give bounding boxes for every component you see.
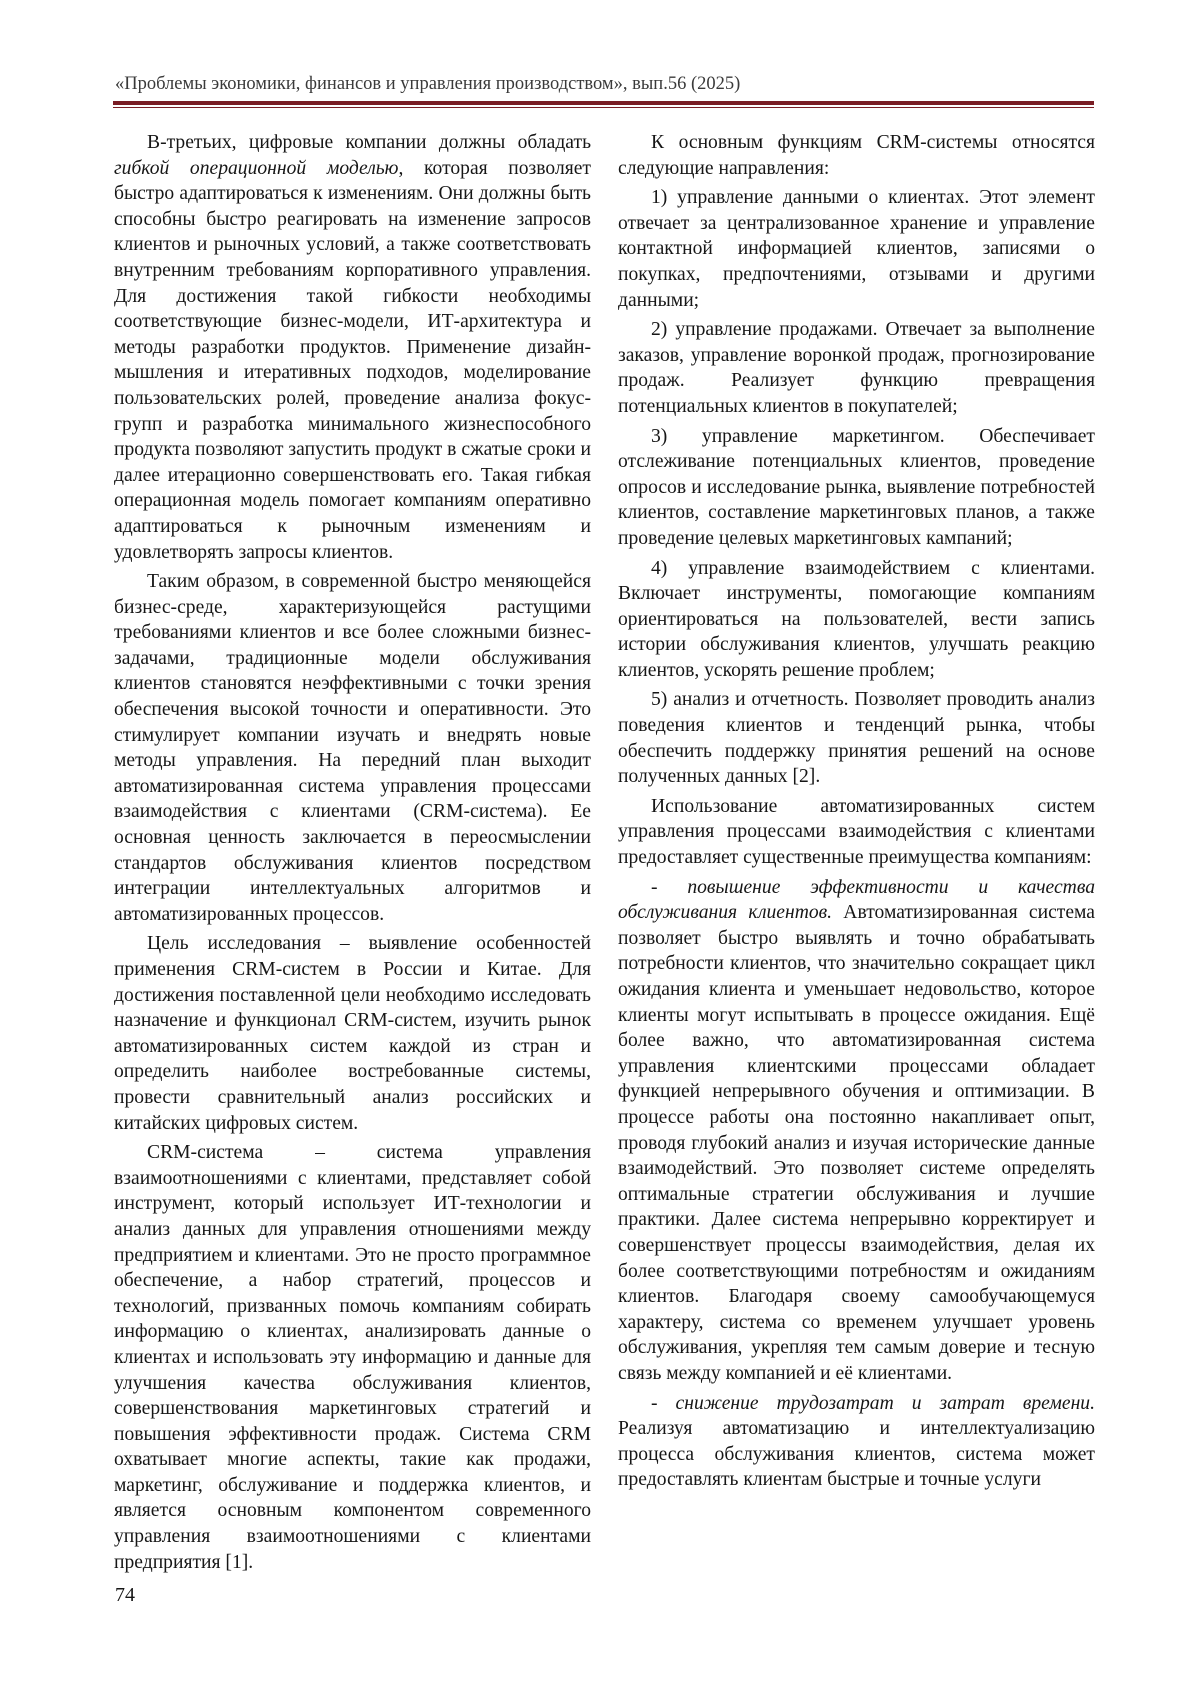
paragraph-research-goal: Цель исследования – выявление особенностей применения CRM-систем в России и Китае. Для достижения поставленной цели необходимо исследовать назначение и функционал CRM-систем, изучить рынок автоматизированных систем каждой из стран и определить наиболее востребованные системы, провести сравнительный анализ российских и китайских цифровых систем. bbox=[114, 933, 591, 1134]
header-rule-thick bbox=[113, 101, 1094, 105]
paragraph-text: Реализуя автоматизацию и интеллектуализацию процесса обслуживания клиентов, система может предоставлять клиентам быстрые и точные услуги bbox=[618, 1418, 1095, 1491]
list-item-client-data: 1) управление данными о клиентах. Этот элемент отвечает за централизованное хранение и управление контактной информацией клиентов, записями о покупках, предпочтениями, отзывами и другими данными; bbox=[618, 187, 1095, 311]
list-item-sales: 2) управление продажами. Отвечает за выполнение заказов, управление воронкой продаж, прогнозирование продаж. Реализует функцию превращения потенциальных клиентов в покупателей; bbox=[618, 319, 1095, 417]
emphasis-text: повышение эффективности и качества обслуживания клиентов. bbox=[618, 876, 1095, 924]
emphasis-text: снижение трудозатрат и затрат времени. bbox=[675, 1392, 1095, 1414]
dash-prefix: - bbox=[651, 876, 688, 898]
paragraph-text: , которая позволяет быстро адаптироваться к изменениям. Они должны быть способны быстро реагировать на изменение запросов клиентов и рыночных условий, а также соответствовать внутренним требованиям корпоративного управления. Для достижения такой гибкости необходимы соответствующие бизнес-модели, ИТ-архитектура и методы разработки продуктов. Применение дизайн-мышления и итеративных подходов, моделирование пользовательских ролей, проведение анализа фокус-групп и разработка минимального жизнеспособного продукта позволяют запустить продукт в сжатые сроки и далее итерационно совершенствовать его. Такая гибкая операционная модель помогает компаниям оперативно адаптироваться к рыночным изменениям и удовлетворять запросы клиентов. bbox=[114, 157, 591, 563]
paragraph-text: Автоматизированная система позволяет быстро выявлять и точно обрабатывать потребности клиентов, что значительно сокращает цикл ожидания клиента и уменьшает недовольство, которое клиенты могут испытывать в процессе ожидания. Ещё более важно, что автоматизированная система управления клиентскими процессами обладает функцией непрерывного обучения и оптимизации. В процессе работы она постоянно накапливает опыт, проводя глубокий анализ и изучая исторические данные взаимодействий. Это позволяет системе определять оптимальные стратегии обслуживания и лучшие практики. Далее система непрерывно корректирует и совершенствует процессы взаимодействия, делая их более соответствующими потребностям и ожиданиям клиентов. Благодаря своему самообучающемуся характеру, система со временем улучшает уровень обслуживания, укрепляя тем самым доверие и тесную связь между компанией и её клиентами. bbox=[618, 902, 1095, 1384]
dash-prefix: - bbox=[651, 1392, 676, 1414]
page-number: 74 bbox=[115, 1584, 135, 1606]
right-column bbox=[618, 130, 1095, 1497]
paragraph-advantage-costs bbox=[618, 1391, 1095, 1493]
paragraph-crm-definition: CRM-система – система управления взаимоотношениями с клиентами, представляет собой инструмент, который использует ИТ-технологии и анализ данных для управления отношениями между предприятием и клиентами. Это не просто программное обеспечение, а набор стратегий, процессов и технологий, призванных помочь компаниям собирать информацию о клиентах, анализировать данные о клиентах и использовать эту информацию и данные для улучшения качества обслуживания клиентов, совершенствования маркетинговых стратегий и повышения эффективности продаж. Система CRM охватывает многие аспекты, такие как продажи, маркетинг, обслуживание и поддержка клиентов, и является основным компонентом современного управления взаимоотношениями с клиентами предприятия [1]. bbox=[114, 1142, 591, 1573]
paragraph-advantage-efficiency bbox=[618, 875, 1095, 1387]
left-column bbox=[114, 130, 591, 1579]
paragraph-advantages-intro: Использование автоматизированных систем управления процессами взаимодействия с клиентами предоставляет существенные преимущества компаниям: bbox=[618, 795, 1095, 869]
paragraph-crm-intro: Таким образом, в современной быстро меняющейся бизнес-среде, характеризующейся растущими требованиями клиентов и все более сложными бизнес-задачами, традиционные модели обслуживания клиентов становятся неэффективными с точки зрения обеспечения высокой точности и оперативности. Это стимулирует компании изучать и внедрять новые методы управления. На передний план выходит автоматизированная система управления процессами взаимодействия с клиентами (CRM-система). Ее основная ценность заключается в переосмыслении стандартов обслуживания клиентов посредством интеграции интеллектуальных алгоритмов и автоматизированных процессов. bbox=[114, 571, 591, 925]
list-item-marketing: 3) управление маркетингом. Обеспечивает отслеживание потенциальных клиентов, проведение опросов и исследование рынка, выявление потребностей клиентов, составление маркетинговых планов, а также проведение целевых маркетинговых кампаний; bbox=[618, 425, 1095, 549]
paragraph-text: В-третьих, цифровые компании должны обладать bbox=[147, 132, 591, 153]
paragraph-operational-model bbox=[114, 130, 591, 565]
header-rule-thin bbox=[113, 107, 1094, 108]
emphasis-text: гибкой операционной моделью bbox=[114, 157, 399, 179]
list-item-interaction: 4) управление взаимодействием с клиентами. Включает инструменты, помогающие компаниям ориентироваться на пользователей, вести запись истории обслуживания клиентов, улучшать реакцию клиентов, ускорять решение проблем; bbox=[618, 557, 1095, 681]
paragraph-functions-intro: К основным функциям CRM-системы относятся следующие направления: bbox=[618, 132, 1095, 179]
list-item-analytics: 5) анализ и отчетность. Позволяет проводить анализ поведения клиентов и тенденций рынка, чтобы обеспечить поддержку принятия решений на основе полученных данных [2]. bbox=[618, 689, 1095, 788]
journal-header-title: «Проблемы экономики, финансов и управления производством», вып.56 (2025) bbox=[115, 74, 741, 94]
